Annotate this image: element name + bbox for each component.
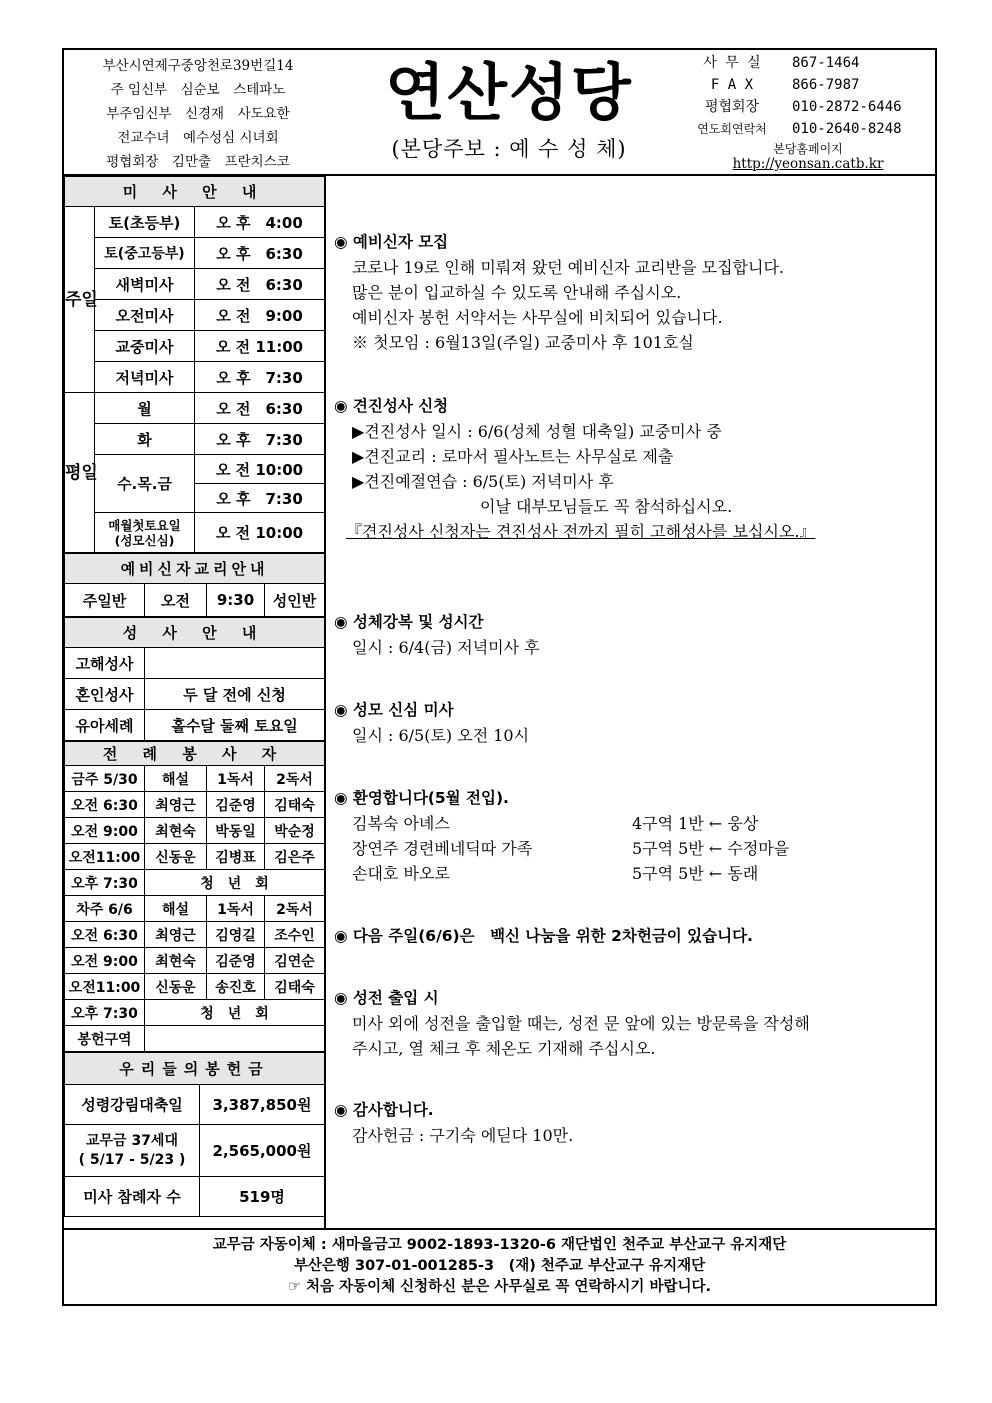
- offering-label: 성령강림대축일: [65, 1085, 200, 1125]
- offering-value: 3,387,850원: [200, 1085, 325, 1125]
- sisters-line: 전교수녀 예수성심 시녀회: [117, 130, 279, 146]
- contact-value: 867-1464: [792, 55, 860, 71]
- catechumen-heading: 예비신자교리안내: [65, 554, 325, 584]
- bulletin-frame: [62, 48, 937, 1306]
- column-header: 2독서: [265, 766, 325, 792]
- column-header: 2독서: [265, 896, 325, 922]
- notice-underlined: 『견진성사 신청자는 견진성사 전까지 필히 고해성사를 보십시오.』: [346, 522, 816, 541]
- offering-label: 미사 참례자 수: [65, 1177, 200, 1217]
- column-header: 1독서: [207, 896, 265, 922]
- bulletin-subtitle: (본당주보 : 예 수 성 체): [391, 137, 627, 161]
- contact-value: 866-7987: [792, 77, 860, 93]
- offerings-table: [64, 1052, 325, 1217]
- contact-row: [682, 52, 932, 74]
- mass-name: 수.목.금: [95, 455, 195, 513]
- notice-thanks: [334, 1098, 934, 1148]
- welcome-name: 장연주 경련베네딕따 가족: [352, 839, 533, 858]
- mass-name: 오전미사: [95, 300, 195, 331]
- notice-catechumen: [334, 230, 934, 355]
- notice-line: 일시 : 6/5(토) 오전 10시: [352, 726, 530, 745]
- mass-time-cell: 오전 9:00: [65, 948, 145, 974]
- mass-name: 매월첫토요일 (성모신심): [95, 513, 195, 553]
- notice-line: 일시 : 6/4(금) 저녁미사 후: [352, 638, 540, 657]
- mass-time: 오 전 6:30: [195, 269, 325, 300]
- mass-name: 월: [95, 393, 195, 424]
- mass-time-cell: 오전11:00: [65, 974, 145, 1000]
- column-header: 해설: [145, 896, 207, 922]
- server-name: 신동운: [145, 844, 207, 870]
- footer-line: 부산은행 307-01-001285-3 (재) 천주교 부산교구 유지재단: [293, 1258, 706, 1274]
- server-name: 조수인: [265, 922, 325, 948]
- mass-time: 오 전 6:30: [195, 393, 325, 424]
- welcome-area: 5구역 5반 ← 동래: [632, 864, 759, 883]
- mass-schedule-table: [64, 176, 325, 553]
- mass-name: 저녁미사: [95, 362, 195, 393]
- mass-time-cell: 오전11:00: [65, 844, 145, 870]
- notice-title: ◉ 성전 출입 시: [334, 989, 439, 1007]
- contact-value: 010-2640-8248: [792, 121, 902, 137]
- bulletin-header: [64, 50, 935, 176]
- notice-title: ◉ 예비신자 모집: [334, 233, 449, 251]
- notice-line: 주시고, 열 체크 후 체온도 기재해 주십시오.: [352, 1039, 656, 1058]
- notice-line: 감사헌금 : 구기숙 에딛다 10만.: [352, 1126, 574, 1145]
- mass-time: 오 후 6:30: [195, 238, 325, 269]
- mass-time: 오 전 10:00: [195, 455, 325, 484]
- welcome-area: 5구역 5반 ← 수정마을: [632, 839, 790, 858]
- mass-time: 오 전 10:00: [195, 513, 325, 553]
- column-header: 1독서: [207, 766, 265, 792]
- mass-time-cell: 오전 6:30: [65, 792, 145, 818]
- homepage-link[interactable]: http://yeonsan.catb.kr: [732, 156, 884, 172]
- server-name: 김은주: [265, 844, 325, 870]
- offering-area-label: 봉헌구역: [65, 1026, 145, 1052]
- notice-title: ◉ 다음 주일(6/6)은 백신 나눔을 위한 2차헌금이 있습니다.: [334, 927, 753, 945]
- left-column: [64, 176, 326, 1228]
- parish-title: 연산성당: [385, 56, 633, 129]
- server-name: 최영근: [145, 922, 207, 948]
- notice-line: 예비신자 봉헌 서약서는 사무실에 비치되어 있습니다.: [352, 308, 723, 327]
- server-name: 김연순: [265, 948, 325, 974]
- class-cell: 성인반: [265, 584, 325, 617]
- column-header: 해설: [145, 766, 207, 792]
- assistant-pastor-line: 부주임신부 신경재 사도요한: [106, 106, 290, 122]
- notice-line: ▶견진예절연습 : 6/5(토) 저녁미사 후: [352, 472, 614, 491]
- mass-time: 오 전 9:00: [195, 300, 325, 331]
- mass-time: 오 후 4:00: [195, 207, 325, 238]
- contact-label: 평협회장: [704, 99, 760, 115]
- notice-title: ◉ 환영합니다(5월 전입).: [334, 789, 509, 807]
- mass-name: 화: [95, 424, 195, 455]
- server-name: 최현숙: [145, 948, 207, 974]
- homepage: [682, 142, 934, 172]
- catechumen-table: [64, 553, 325, 617]
- server-name: 최영근: [145, 792, 207, 818]
- notice-confirmation: [334, 394, 934, 544]
- mass-time: 오 후 7:30: [195, 424, 325, 455]
- server-name: 박순정: [265, 818, 325, 844]
- mass-time: 오 후 7:30: [195, 362, 325, 393]
- mass-name: 교중미사: [95, 331, 195, 362]
- notice-line: 미사 외에 성전을 출입할 때는, 성전 문 앞에 있는 방문록을 작성해: [352, 1014, 810, 1033]
- notice-line: ▶견진교리 : 로마서 필사노트는 사무실로 제출: [352, 447, 674, 466]
- offering-label: 교무금 37세대 ( 5/17 - 5/23 ): [65, 1125, 200, 1177]
- sacrament-label: 고해성사: [65, 648, 145, 679]
- sacraments-table: [64, 617, 325, 741]
- mass-time-cell: 오전 9:00: [65, 818, 145, 844]
- youth-group: 청 년 회: [145, 870, 325, 896]
- youth-group: 청 년 회: [145, 1000, 325, 1026]
- notice-line: ▶견진성사 일시 : 6/6(성체 성혈 대축일) 교중미사 중: [352, 422, 722, 441]
- notice-line: 많은 분이 입교하실 수 있도록 안내해 주십시오.: [352, 283, 682, 302]
- mass-time-cell: 오후 7:30: [65, 870, 145, 896]
- homepage-label: 본당홈페이지: [773, 142, 843, 156]
- server-name: 송진호: [207, 974, 265, 1000]
- offering-area-value: [145, 1026, 325, 1052]
- pastor-line: 주 임신부 심순보 스테파노: [110, 82, 286, 98]
- notice-second-collection: [334, 924, 934, 949]
- liturgy-table: [64, 741, 325, 1052]
- mass-time-cell: 오후 7:30: [65, 1000, 145, 1026]
- contact-row: [682, 74, 932, 96]
- notice-title: ◉ 감사합니다.: [334, 1101, 434, 1119]
- class-cell: 오전: [145, 584, 207, 617]
- sacrament-label: 혼인성사: [65, 679, 145, 710]
- offering-value: 2,565,000원: [200, 1125, 325, 1177]
- contact-label: F A X: [710, 77, 754, 93]
- footer-line: ☞ 처음 자동이체 신청하신 분은 사무실로 꼭 연락하시기 바랍니다.: [287, 1279, 712, 1295]
- server-name: 김태숙: [265, 974, 325, 1000]
- class-cell: 9:30: [207, 584, 265, 617]
- council-president-line: 평협회장 김만출 프란치스코: [106, 154, 290, 170]
- sunday-label: 주일: [65, 207, 95, 393]
- sacrament-value: [145, 648, 325, 679]
- welcome-area: 4구역 1반 ← 웅상: [632, 814, 759, 833]
- server-name: 김준영: [207, 948, 265, 974]
- server-name: 김태숙: [265, 792, 325, 818]
- notice-adoration: [334, 610, 934, 660]
- offering-value: 519명: [200, 1177, 325, 1217]
- notice-title: ◉ 성모 신심 미사: [334, 701, 454, 719]
- contact-list: [682, 52, 932, 140]
- notice-marian-mass: [334, 698, 934, 748]
- parish-info: [68, 54, 328, 174]
- mass-name: 토(중고등부): [95, 238, 195, 269]
- contact-label: 연도회연락처: [697, 122, 767, 136]
- address-line: 부산시연제구중앙천로39번길14: [102, 58, 294, 74]
- liturgy-heading: 전 례 봉 사 자: [65, 742, 325, 766]
- welcome-row: [334, 811, 934, 836]
- notice-line: ※ 첫모임 : 6월13일(주일) 교중미사 후 101호실: [352, 333, 694, 352]
- week-label: 차주 6/6: [65, 896, 145, 922]
- server-name: 박동일: [207, 818, 265, 844]
- server-name: 최현숙: [145, 818, 207, 844]
- payment-footer: [64, 1228, 935, 1304]
- contact-row: [682, 96, 932, 118]
- server-name: 김영길: [207, 922, 265, 948]
- footer-line: 교무금 자동이체 : 새마을금고 9002-1893-1320-6 재단법인 천주교 부산교구 유지재단: [212, 1237, 787, 1253]
- welcome-row: [334, 836, 934, 861]
- contact-value: 010-2872-6446: [792, 99, 902, 115]
- class-cell: 주일반: [65, 584, 145, 617]
- notice-line: 이날 대부모님들도 꼭 참석하십시오.: [352, 497, 733, 516]
- mass-time-cell: 오전 6:30: [65, 922, 145, 948]
- sacraments-heading: 성 사 안 내: [65, 618, 325, 648]
- mass-heading: 미 사 안 내: [65, 177, 325, 207]
- contact-label: 사 무 실: [703, 55, 761, 71]
- welcome-row: [334, 861, 934, 886]
- mass-time: 오 전 11:00: [195, 331, 325, 362]
- week-label: 금주 5/30: [65, 766, 145, 792]
- welcome-name: 김복숙 아녜스: [352, 814, 450, 833]
- mass-name: 새벽미사: [95, 269, 195, 300]
- sacrament-label: 유아세례: [65, 710, 145, 741]
- mass-name: 토(초등부): [95, 207, 195, 238]
- weekday-label: 평일: [65, 393, 95, 553]
- sacrament-value: 홀수달 둘째 토요일: [145, 710, 325, 741]
- welcome-name: 손대호 바오로: [352, 864, 450, 883]
- notices-column: [326, 176, 935, 1228]
- notice-church-entry: [334, 986, 934, 1061]
- server-name: 신동운: [145, 974, 207, 1000]
- server-name: 김준영: [207, 792, 265, 818]
- contact-row: [682, 118, 932, 140]
- sacrament-value: 두 달 전에 신청: [145, 679, 325, 710]
- notice-line: 코로나 19로 인해 미뤄져 왔던 예비신자 교리반을 모집합니다.: [352, 258, 784, 277]
- notice-title: ◉ 성체강복 및 성시간: [334, 613, 484, 631]
- mass-time: 오 후 7:30: [195, 484, 325, 513]
- notice-title: ◉ 견진성사 신청: [334, 397, 449, 415]
- server-name: 김병표: [207, 844, 265, 870]
- notice-welcome: [334, 786, 934, 886]
- offerings-heading: 우리들의봉헌금: [65, 1053, 325, 1085]
